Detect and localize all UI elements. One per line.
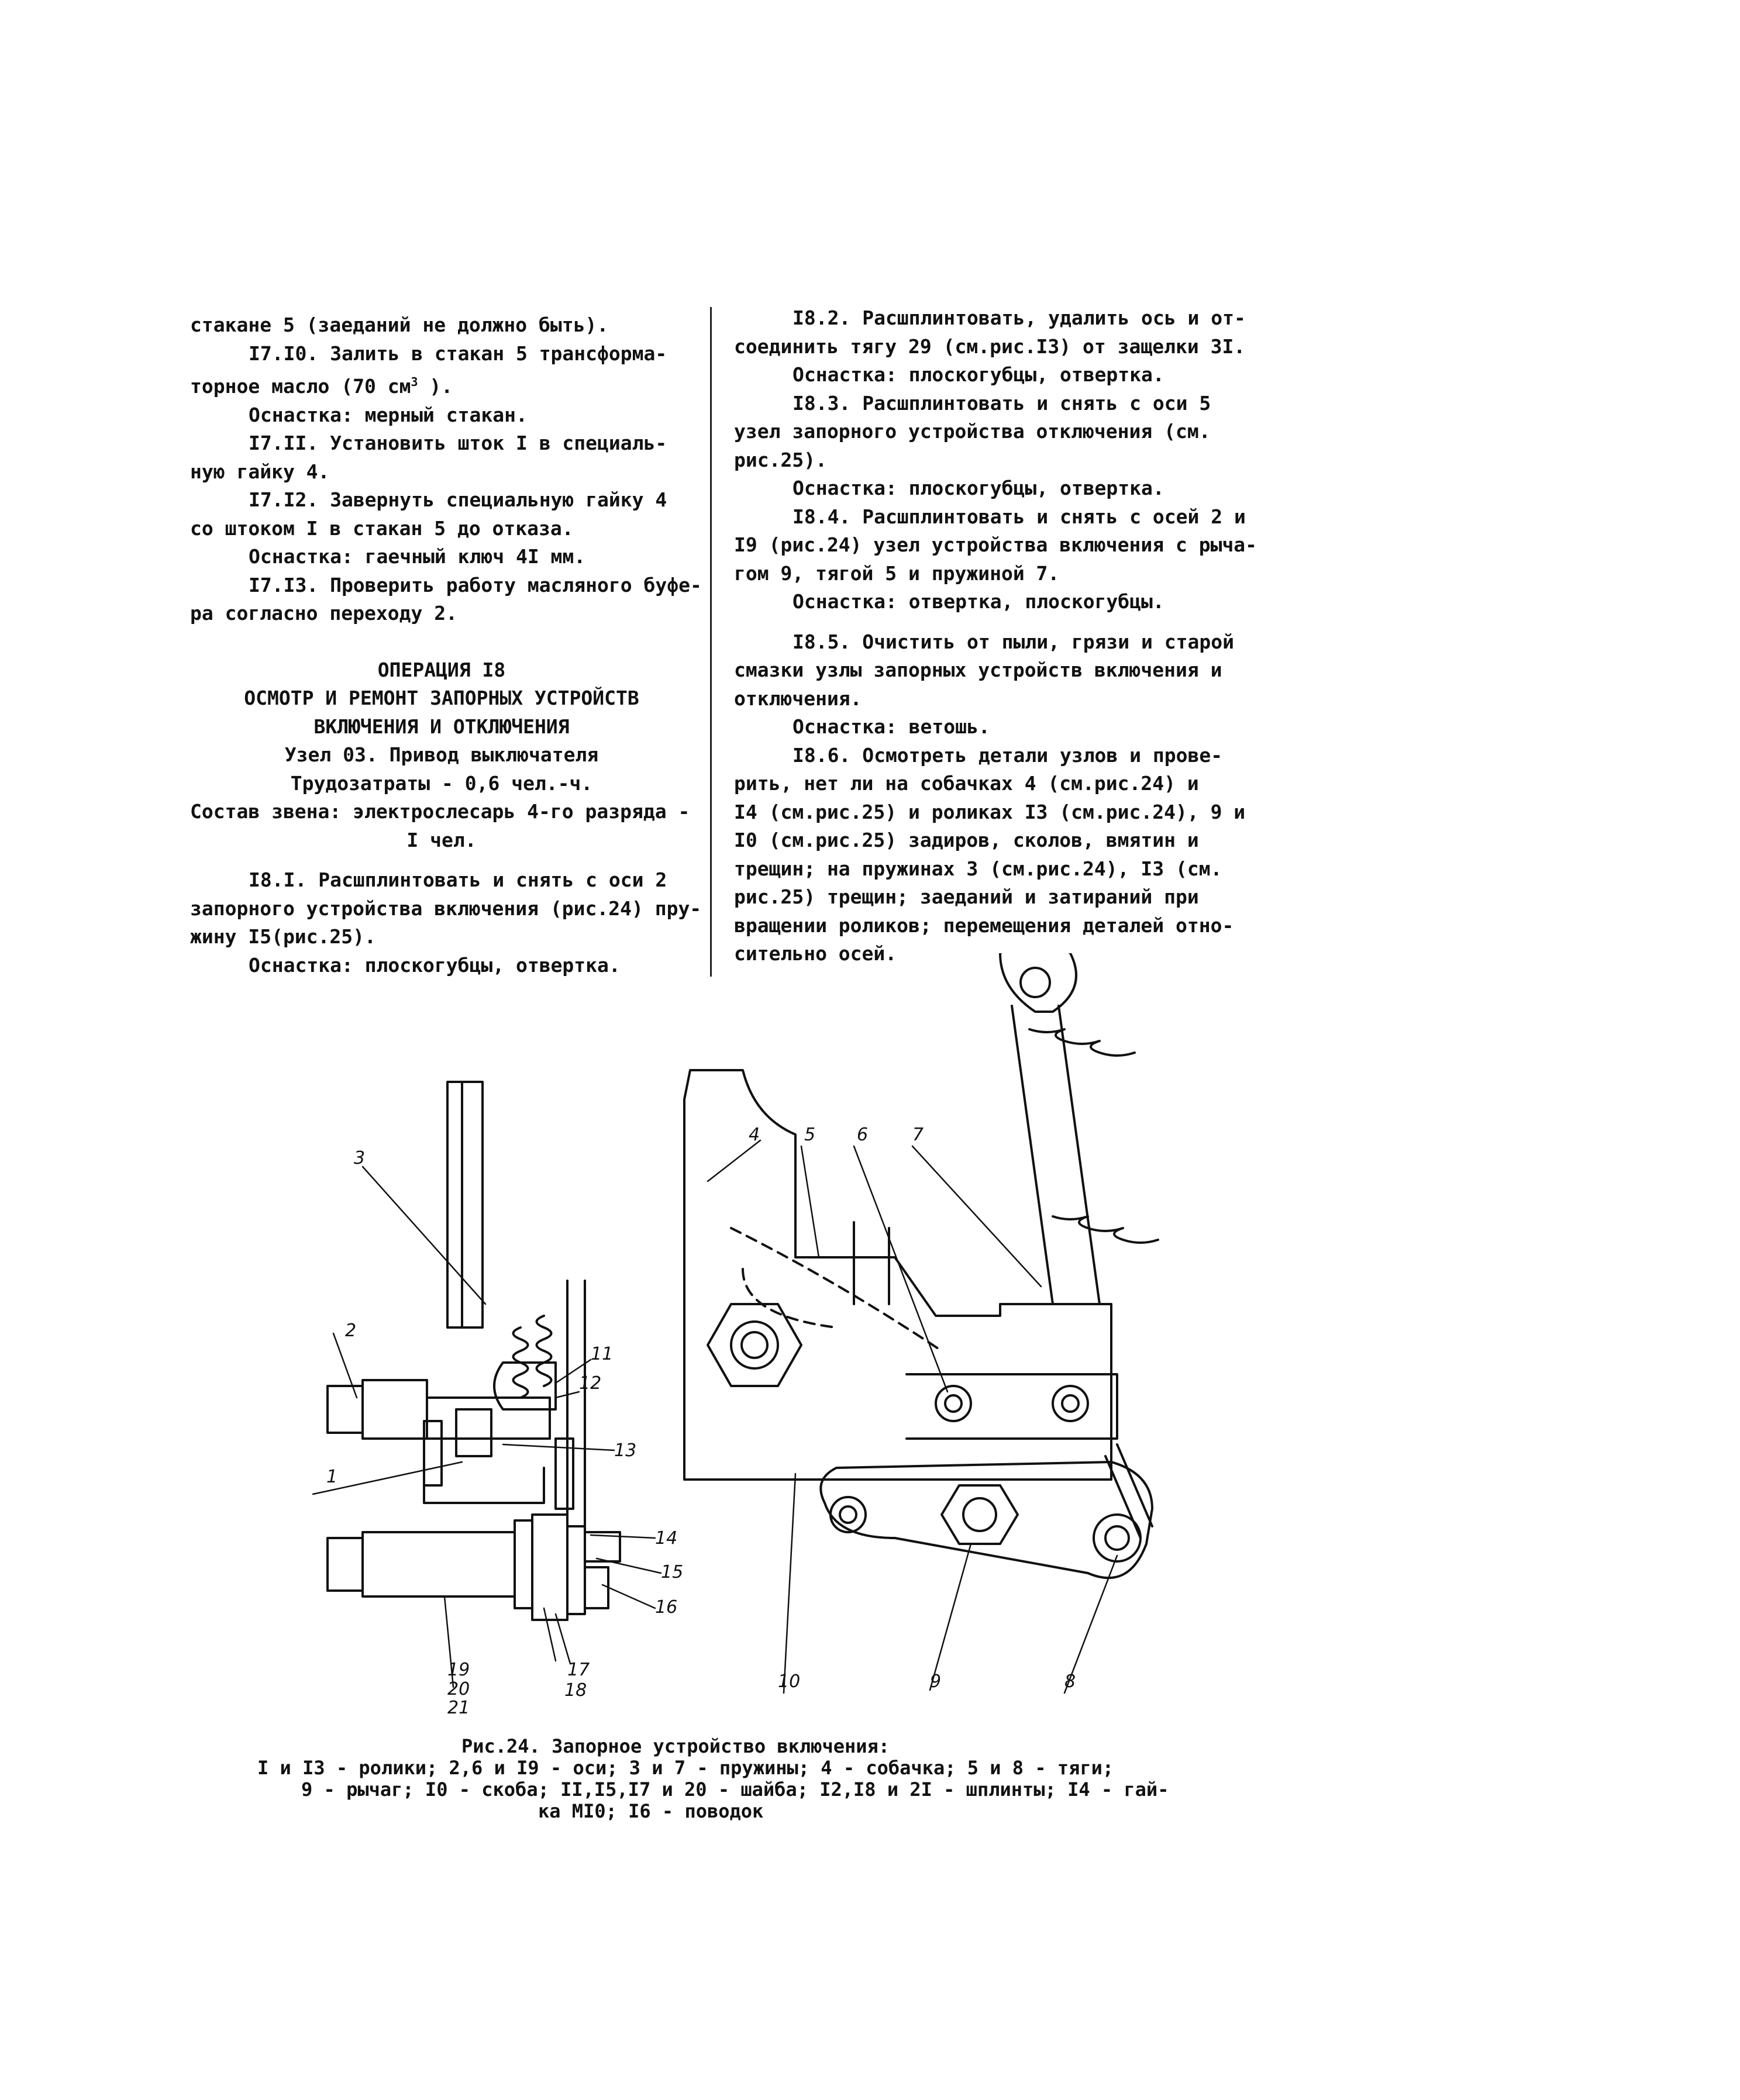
caption-line: ка MI0; I6 - поводок xyxy=(538,1800,764,1822)
text-line: отключения. xyxy=(734,687,862,710)
label-9: 9 xyxy=(930,1671,942,1692)
label-3: 3 xyxy=(354,1148,366,1168)
text-line: узел запорного устройства отключения (см. xyxy=(734,420,1211,443)
label-17: 17 xyxy=(567,1660,590,1680)
unit-line: Узел 03. Привод выключателя xyxy=(284,743,599,766)
label-7: 7 xyxy=(912,1125,924,1145)
text-line: I8.5. Очистить от пыли, грязи и старой xyxy=(793,630,1234,653)
text-line: I9 (рис.24) узел устройства включения с рыча- xyxy=(734,533,1257,556)
label-18: 18 xyxy=(564,1680,587,1701)
text-line: вращении роликов; перемещения деталей отно- xyxy=(734,913,1234,937)
text-line: рис.25). xyxy=(734,448,827,471)
crew-line: Состав звена: электрослесарь 4-го разряда - xyxy=(190,800,690,823)
text-line: I8.4. Расшплинтовать и снять с осей 2 и xyxy=(793,505,1246,528)
label-16: 16 xyxy=(655,1597,678,1618)
label-6: 6 xyxy=(857,1125,869,1145)
label-13: 13 xyxy=(614,1440,637,1461)
text-line: Оснастка: мерный стакан. xyxy=(249,403,528,426)
operation-subtitle: ВКЛЮЧЕНИЯ И ОТКЛЮЧЕНИЯ xyxy=(313,715,570,738)
text-line: Оснастка: отвертка, плоскогубцы. xyxy=(793,590,1164,613)
text-line: сительно осей. xyxy=(734,942,897,965)
operation-title: ОПЕРАЦИЯ I8 xyxy=(377,658,506,681)
text-line: Оснастка: плоскогубцы, отвертка. xyxy=(793,477,1164,499)
text-line: Оснастка: плоскогубцы, отвертка. xyxy=(249,953,621,977)
figure-caption xyxy=(257,1736,1222,1822)
text-line: гом 9, тягой 5 и пружиной 7. xyxy=(734,561,1060,585)
text-line: ра согласно переходу 2. xyxy=(190,602,457,625)
label-11: 11 xyxy=(591,1344,614,1364)
label-10: 10 xyxy=(778,1671,801,1692)
text-line: I7.I2. Завернуть специальную гайку 4 xyxy=(249,488,667,511)
caption-line: 9 - рычаг; I0 - скоба; II,I5,I7 и 20 - шайба; I2,I8 и 2I - шплинты; I4 - гай- xyxy=(301,1778,1169,1801)
label-4: 4 xyxy=(749,1125,760,1145)
text-line: ную гайку 4. xyxy=(190,460,330,483)
text-line: I7.II. Установить шток I в специаль- xyxy=(249,432,667,454)
text-line: торное масло (70 $см^3$ ). xyxy=(190,375,453,398)
text-line: запорного устройства включения (рис.24) пру- xyxy=(190,896,702,920)
text-line: рить, нет ли на собачках 4 (см.рис.24) и xyxy=(734,772,1199,795)
text-line: трещин; на пружинах 3 (см.рис.24), I3 (см. xyxy=(734,857,1222,880)
text-line: Оснастка: плоскогубцы, отвертка. xyxy=(793,363,1164,386)
label-21: 21 xyxy=(447,1698,470,1718)
text-line: жину I5(рис.25). xyxy=(190,925,376,948)
right-text-column xyxy=(734,304,1260,968)
operation-subtitle: ОСМОТР И РЕМОНТ ЗАПОРНЫХ УСТРОЙСТВ xyxy=(244,687,639,709)
text-line: I8.3. Расшплинтовать и снять с оси 5 xyxy=(793,391,1211,415)
text-line: стакане 5 (заеданий не должно быть). xyxy=(190,313,609,336)
label-20: 20 xyxy=(447,1679,470,1699)
text-line: I8.I. Расшплинтовать и снять с оси 2 xyxy=(249,868,667,891)
text-line: I4 (см.рис.25) и роликах I3 (см.рис.24), 9 и xyxy=(734,800,1246,823)
side-view xyxy=(328,1082,620,1620)
text-line: смазки узлы запорных устройств включения и xyxy=(734,658,1222,681)
caption-title: Рис.24. Запорное устройство включения: xyxy=(461,1735,890,1757)
labor-line: Трудозатраты - 0,6 чел.-ч. xyxy=(290,771,593,795)
front-view xyxy=(684,953,1158,1578)
text-line: I0 (см.рис.25) задиров, сколов, вмятин и xyxy=(734,829,1199,851)
crew-line: I чел. xyxy=(406,828,477,851)
text-line: I8.6. Осмотреть детали узлов и прове- xyxy=(793,743,1223,767)
left-text-column xyxy=(190,311,702,980)
text-line: I7.I0. Залить в стакан 5 трансформа- xyxy=(249,342,667,365)
text-line: со штоком I в стакан 5 до отказа. xyxy=(190,516,574,540)
text-line: Оснастка: ветошь. xyxy=(793,715,990,738)
label-5: 5 xyxy=(804,1125,816,1145)
label-8: 8 xyxy=(1064,1671,1076,1692)
mechanism-drawing xyxy=(310,953,1199,1731)
caption-line: I и I3 - ролики; 2,6 и I9 - оси; 3 и 7 - пружины; 4 - собачка; 5 и 8 - тяги; xyxy=(257,1757,1114,1779)
text-line: I7.I3. Проверить работу масляного буфе- xyxy=(249,573,702,596)
label-19: 19 xyxy=(447,1660,470,1680)
text-line: I8.2. Расшплинтовать, удалить ось и от- xyxy=(793,306,1246,329)
label-15: 15 xyxy=(661,1562,684,1582)
text-line: соединить тягу 29 (см.рис.I3) от защелки 3I. xyxy=(734,335,1246,358)
text-line: Оснастка: гаечный ключ 4I мм. xyxy=(249,545,586,568)
label-12: 12 xyxy=(579,1373,602,1394)
leader-lines xyxy=(313,1140,1117,1693)
label-14: 14 xyxy=(655,1528,678,1549)
text-line: рис.25) трещин; заеданий и затираний при xyxy=(734,885,1199,908)
superscript: 3 xyxy=(411,375,418,389)
label-2: 2 xyxy=(345,1320,357,1341)
label-1: 1 xyxy=(326,1467,338,1487)
column-divider xyxy=(710,307,712,977)
